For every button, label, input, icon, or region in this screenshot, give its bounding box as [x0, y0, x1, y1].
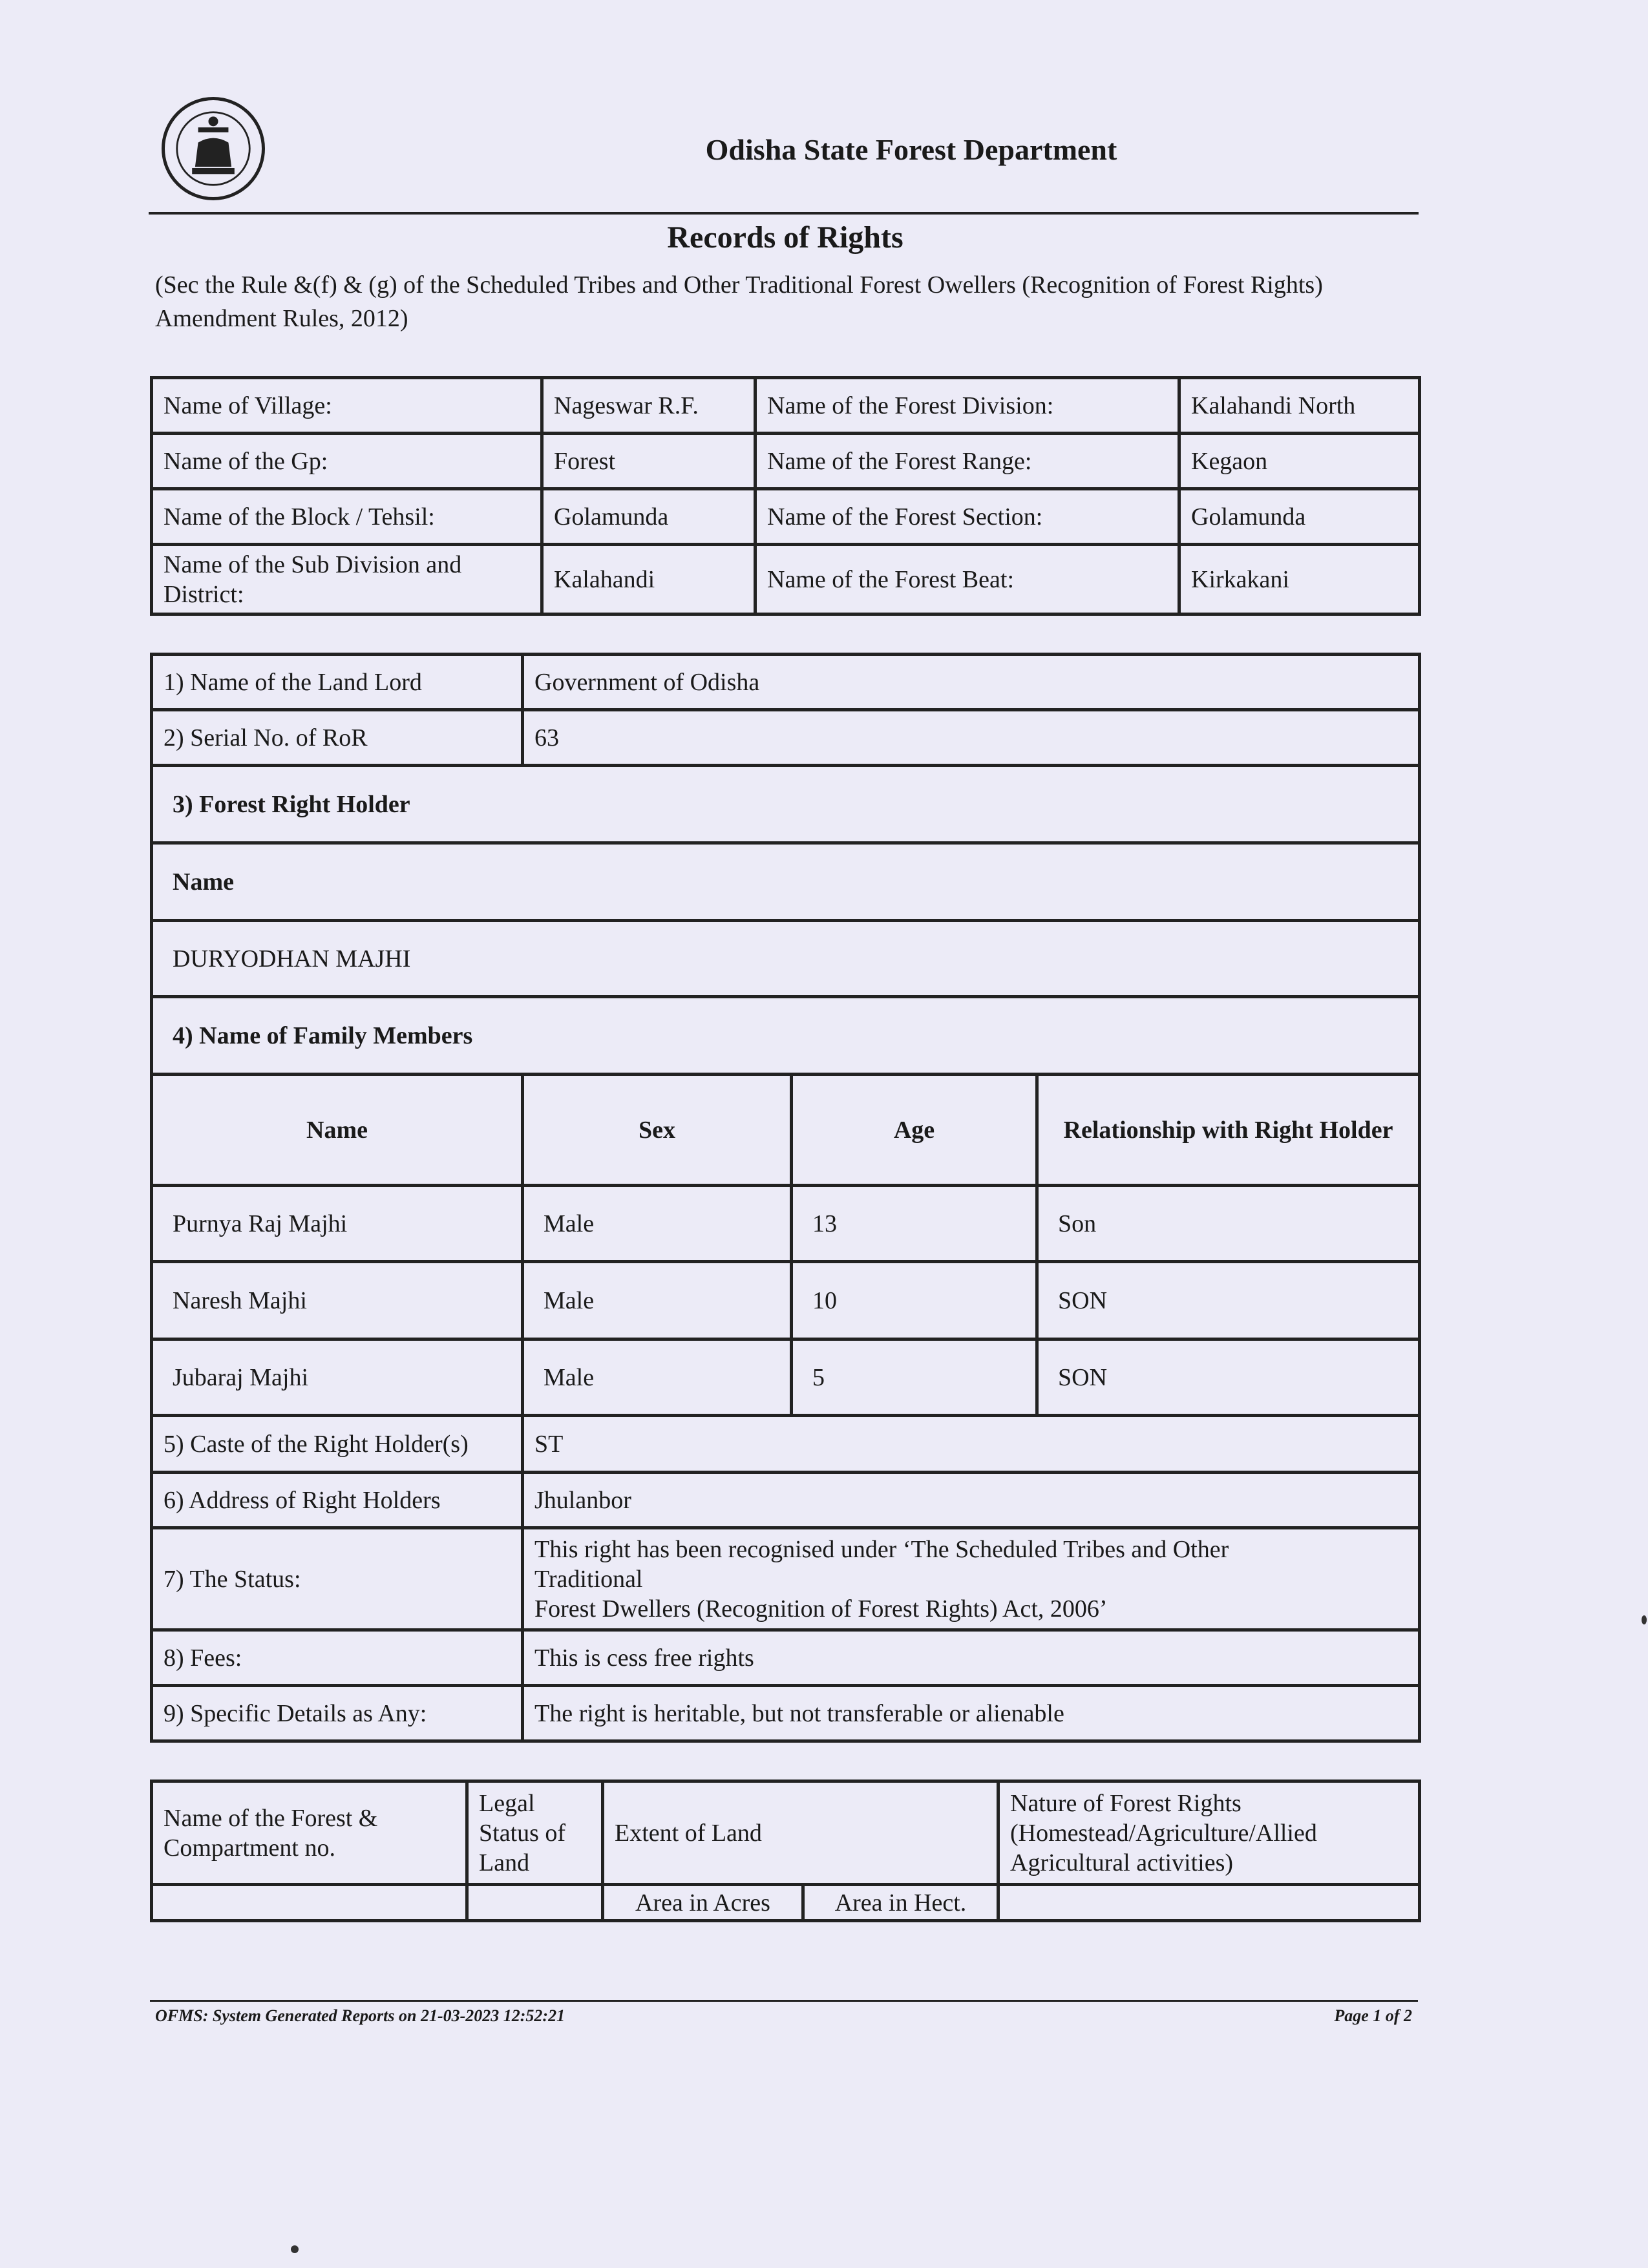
land-sub-acres: Area in Acres — [603, 1885, 803, 1921]
gp-value: Forest — [542, 434, 755, 489]
land-col-extent: Extent of Land — [603, 1781, 998, 1885]
scan-speck — [291, 2245, 299, 2253]
department-title: Odisha State Forest Department — [705, 133, 1117, 166]
family-heading: 4) Name of Family Members — [152, 997, 1420, 1075]
land-cell-empty — [998, 1885, 1420, 1921]
serial-value: 63 — [523, 710, 1420, 766]
forest-range-value: Kegaon — [1179, 434, 1420, 489]
status-value — [523, 1528, 1420, 1630]
land-col-nature: Nature of Forest Rights (Homestead/Agriculture/Allied Agricultural activities) — [998, 1781, 1420, 1885]
address-value: Jhulanbor — [523, 1473, 1420, 1528]
family-col-relation: Relationship with Right Holder — [1037, 1075, 1420, 1186]
holder-name: DURYODHAN MAJHI — [152, 921, 1420, 997]
forest-section-label: Name of the Forest Section: — [755, 489, 1179, 545]
family-col-name: Name — [152, 1075, 523, 1186]
footer-page: Page 1 of 2 — [1334, 2006, 1412, 2025]
member-sex: Male — [523, 1339, 792, 1416]
fees-value: This is cess free rights — [523, 1630, 1420, 1686]
land-lord-value: Government of Odisha — [523, 655, 1420, 710]
subdivision-value: Kalahandi — [542, 545, 755, 614]
family-col-sex: Sex — [523, 1075, 792, 1186]
land-col-forest: Name of the Forest & Compartment no. — [152, 1781, 467, 1885]
member-sex: Male — [523, 1186, 792, 1262]
member-relation: SON — [1037, 1339, 1420, 1416]
land-cell-empty — [152, 1885, 467, 1921]
state-emblem-icon — [162, 97, 265, 200]
footer-rule — [150, 2000, 1418, 2002]
specific-value: The right is heritable, but not transferable or alienable — [523, 1686, 1420, 1741]
member-relation: Son — [1037, 1186, 1420, 1262]
land-cell-empty — [467, 1885, 603, 1921]
village-label: Name of Village: — [152, 378, 542, 434]
land-table — [150, 1780, 1421, 1922]
header-rule — [149, 212, 1419, 215]
member-name: Naresh Majhi — [152, 1262, 523, 1339]
caste-value: ST — [523, 1416, 1420, 1473]
member-name: Jubaraj Majhi — [152, 1339, 523, 1416]
status-line-1: This right has been recognised under ‘The Scheduled Tribes and Other — [534, 1535, 1229, 1563]
specific-label: 9) Specific Details as Any: — [152, 1686, 523, 1741]
member-relation: SON — [1037, 1262, 1420, 1339]
forest-beat-label: Name of the Forest Beat: — [755, 545, 1179, 614]
status-label: 7) The Status: — [152, 1528, 523, 1630]
land-lord-label: 1) Name of the Land Lord — [152, 655, 523, 710]
scan-speck — [1642, 1615, 1647, 1624]
block-label: Name of the Block / Tehsil: — [152, 489, 542, 545]
forest-section-value: Golamunda — [1179, 489, 1420, 545]
caste-label: 5) Caste of the Right Holder(s) — [152, 1416, 523, 1473]
status-line-3: Forest Dwellers (Recognition of Forest Rights) Act, 2006’ — [534, 1595, 1108, 1622]
table-row — [152, 1186, 1420, 1262]
member-age: 10 — [792, 1262, 1037, 1339]
subdivision-label: Name of the Sub Division and District: — [152, 545, 542, 614]
land-sub-hect: Area in Hect. — [803, 1885, 998, 1921]
name-heading: Name — [152, 843, 1420, 921]
fees-label: 8) Fees: — [152, 1630, 523, 1686]
address-label: 6) Address of Right Holders — [152, 1473, 523, 1528]
location-table — [150, 376, 1421, 616]
page-title: Records of Rights — [667, 220, 903, 255]
holder-heading: 3) Forest Right Holder — [152, 766, 1420, 843]
member-sex: Male — [523, 1262, 792, 1339]
footer-generated: OFMS: System Generated Reports on 21-03-2023 12:52:21 — [155, 2006, 565, 2025]
serial-label: 2) Serial No. of RoR — [152, 710, 523, 766]
status-line-2: Traditional — [534, 1565, 643, 1593]
member-age: 5 — [792, 1339, 1037, 1416]
gp-label: Name of the Gp: — [152, 434, 542, 489]
table-row — [152, 1339, 1420, 1416]
member-name: Purnya Raj Majhi — [152, 1186, 523, 1262]
village-value: Nageswar R.F. — [542, 378, 755, 434]
table-row — [152, 1262, 1420, 1339]
family-col-age: Age — [792, 1075, 1037, 1186]
forest-range-label: Name of the Forest Range: — [755, 434, 1179, 489]
forest-division-value: Kalahandi North — [1179, 378, 1420, 434]
forest-division-label: Name of the Forest Division: — [755, 378, 1179, 434]
intro-text: (Sec the Rule &(f) & (g) of the Scheduled Tribes and Other Traditional Forest Owellers (Recognition of Forest Rights) Amendment Rules, 2012) — [155, 271, 1323, 332]
details-table — [150, 653, 1421, 1743]
member-age: 13 — [792, 1186, 1037, 1262]
forest-beat-value: Kirkakani — [1179, 545, 1420, 614]
block-value: Golamunda — [542, 489, 755, 545]
land-col-legal: Legal Status of Land — [467, 1781, 603, 1885]
